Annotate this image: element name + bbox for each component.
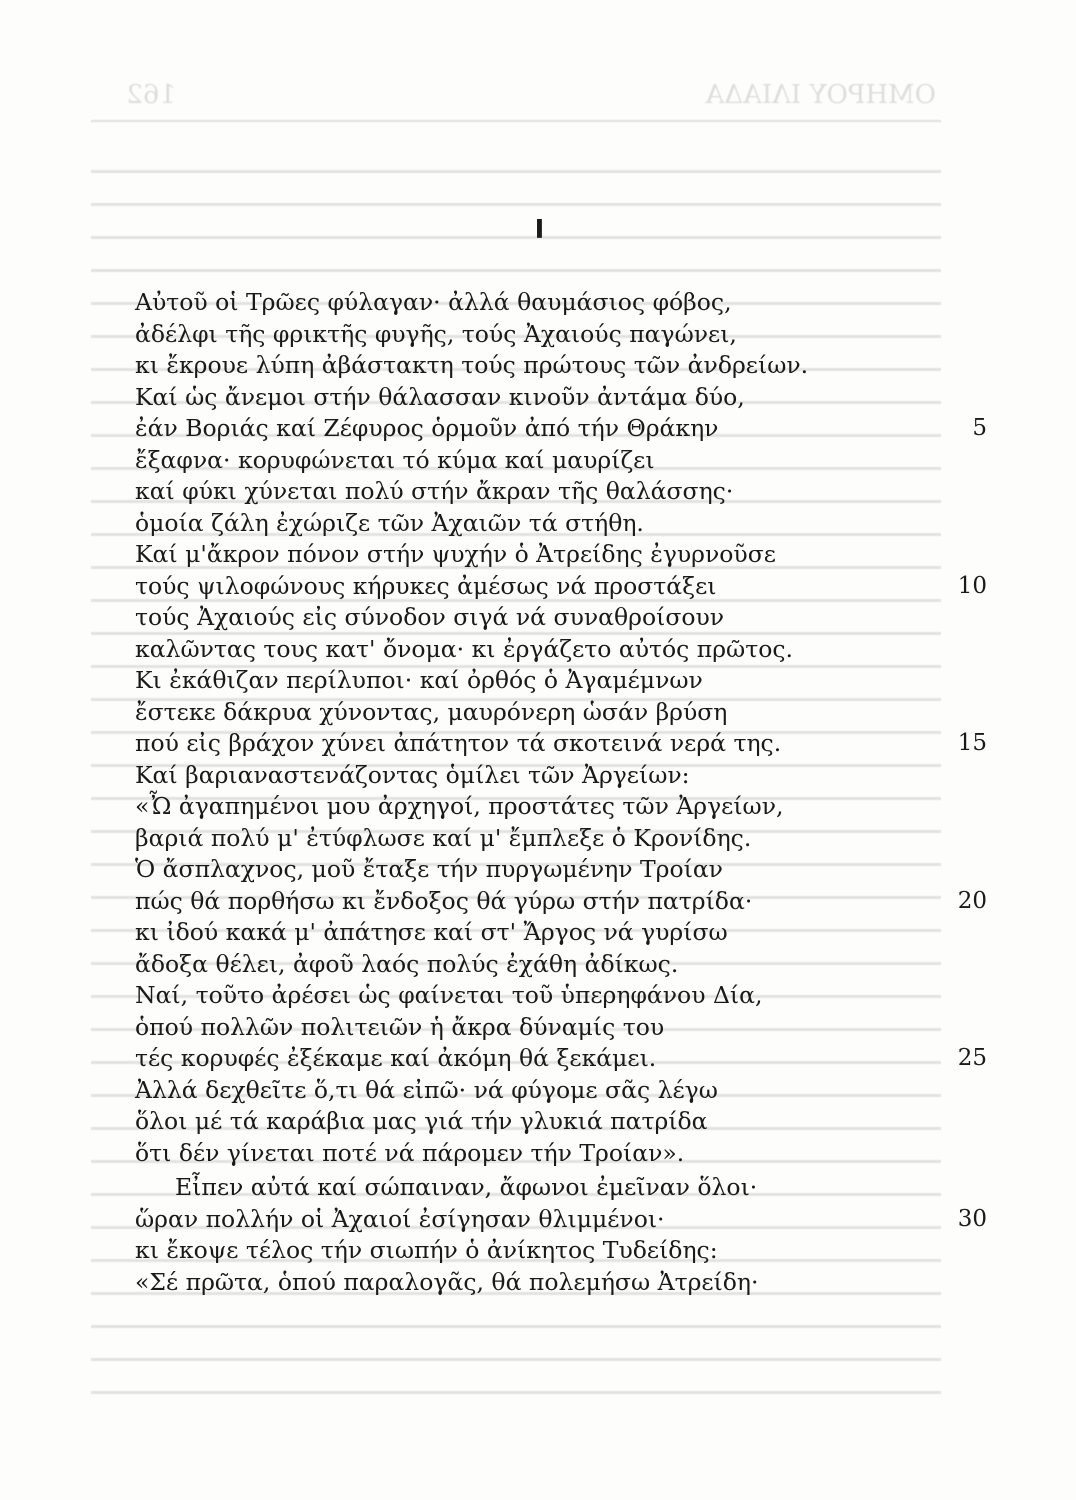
verse-text: ὥραν πολλήν οἱ Ἀχαιοί ἐσίγησαν θλιμμένοι· <box>135 1204 665 1233</box>
verse-line <box>135 634 995 666</box>
verse-text: Καί ὡς ἄνεμοι στήν θάλασσαν κινοῦν ἀντάμα δύο, <box>135 382 745 411</box>
line-number: 30 <box>957 1205 987 1232</box>
verse-line <box>135 1106 995 1138</box>
verse-text: ὅλοι μέ τά καράβια μας γιά τήν γλυκιά πατρίδα <box>135 1107 708 1135</box>
verse-line <box>135 949 995 981</box>
verse-text: ἀδέλφι τῆς φρικτῆς φυγῆς, τούς Ἀχαιούς παγώνει, <box>135 319 737 348</box>
verse-line <box>135 854 995 886</box>
verse-text: Ναί, τοῦτο ἀρέσει ὡς φαίνεται τοῦ ὑπερηφάνου Δία, <box>135 981 763 1009</box>
verse-line <box>135 1012 995 1044</box>
verse-text: τούς Ἀχαιούς εἰς σύνοδον σιγά νά συναθροίσουν <box>135 603 725 631</box>
verse-line <box>135 1235 995 1267</box>
verse-text: «Σέ πρῶτα, ὁπού παραλογᾶς, θά πολεμήσω Ἀτρείδη· <box>135 1267 759 1296</box>
verse-text: τές κορυφές ἐξέκαμε καί ἀκόμη θά ξεκάμει. <box>135 1044 657 1072</box>
verse-line <box>135 791 995 823</box>
verse-text: κι ἔκρουε λύπη ἀβάστακτη τούς πρώτους τῶν ἀνδρείων. <box>135 351 809 379</box>
verse-line <box>135 413 995 445</box>
ghost-text-line <box>91 1391 941 1394</box>
verse-text: ἔστεκε δάκρυα χύνοντας, μαυρόνερη ὡσάν βρύση <box>135 697 728 726</box>
verse-text: τούς ψιλοφώνους κήρυκες ἀμέσως νά προστάξει <box>135 571 717 600</box>
verse-line <box>135 1075 995 1107</box>
verse-text: καλῶντας τους κατ' ὄνομα· κι ἐργάζετο αὐτός πρῶτος. <box>135 634 793 663</box>
verse-line <box>135 697 995 729</box>
verse-text: Κι ἐκάθιζαν περίλυποι· καί ὀρθός ὁ Ἀγαμέμνων <box>135 666 703 694</box>
verse-text: πώς θά πορθήσω κι ἔνδοξος θά γύρω στήν πατρίδα· <box>135 886 753 915</box>
verse-text: κι ἔκοψε τέλος τήν σιωπήν ὁ ἀνίκητος Τυδείδης: <box>135 1236 718 1264</box>
verse-line <box>135 319 995 351</box>
verse-text: βαριά πολύ μ' ἐτύφλωσε καί μ' ἔμπλεξε ὁ Κρονίδης. <box>135 823 752 852</box>
line-number: 10 <box>957 572 987 599</box>
verse-line <box>135 1267 995 1299</box>
verse-text: ἐάν Βοριάς καί Ζέφυρος ὁρμοῦν ἀπό τήν Θράκην <box>135 414 719 442</box>
verse-line <box>135 665 995 697</box>
ghost-text-line <box>91 269 941 272</box>
verse-line <box>135 823 995 855</box>
verse-line <box>135 886 995 918</box>
verse-line <box>135 287 995 319</box>
ghost-page-number: 162 <box>126 80 176 110</box>
verse-line <box>135 1204 995 1236</box>
ghost-text-line <box>91 1325 941 1328</box>
ghost-running-header: ΟΜΗΡΟΥ ΙΛΙΑΔΑ <box>705 80 936 110</box>
verse-line <box>135 980 995 1012</box>
verse-line <box>135 539 995 571</box>
ghost-text-line <box>91 1358 941 1361</box>
verse-text: Εἶπεν αὐτά καί σώπαιναν, ἄφωνοι ἐμεῖναν ὅλοι· <box>175 1173 758 1201</box>
verse-text: κι ἰδού κακά μ' ἀπάτησε καί στ' Ἄργος νά γυρίσω <box>135 918 728 946</box>
verse-text: Ὁ ἄσπλαχνος, μοῦ ἔταξε τήν πυργωμένην Τροίαν <box>135 855 723 883</box>
ghost-header-rule <box>91 120 941 122</box>
verse-line <box>135 350 995 382</box>
ghost-text-line <box>91 236 941 239</box>
line-number: 20 <box>957 887 987 914</box>
verse-line <box>135 508 995 540</box>
verse-line <box>135 728 995 760</box>
line-number: 5 <box>972 415 987 441</box>
ghost-text-line <box>91 170 941 173</box>
verse-text: ἄδοξα θέλει, ἀφοῦ λαός πολύς ἐχάθη ἀδίκως. <box>135 949 679 978</box>
verse-line <box>135 476 995 508</box>
verse-line <box>135 760 995 792</box>
verse-text: Καί βαριαναστενάζοντας ὁμίλει τῶν Ἀργείων: <box>135 760 690 789</box>
verse-line <box>135 382 995 414</box>
verse-line <box>135 1138 995 1170</box>
verse-text: ἔξαφνα· κορυφώνεται τό κύμα καί μαυρίζει <box>135 445 655 474</box>
verse-text: «Ὦ ἀγαπημένοι μου ἀρχηγοί, προστάτες τῶν Ἀργείων, <box>135 792 784 820</box>
line-number: 15 <box>957 730 987 756</box>
verse-line <box>135 445 995 477</box>
verse-line <box>135 571 995 603</box>
verse-text: πού εἰς βράχον χύνει ἀπάτητον τά σκοτεινά νερά της. <box>135 729 782 757</box>
poem-verses <box>135 287 995 1298</box>
verse-text: καί φύκι χύνεται πολύ στήν ἄκραν τῆς θαλάσσης· <box>135 477 734 505</box>
verse-text: ὁπού πολλῶν πολιτειῶν ἡ ἄκρα δύναμίς του <box>135 1012 665 1041</box>
verse-line <box>135 1172 995 1204</box>
book-number-heading: Ι <box>534 215 546 245</box>
ghost-text-line <box>91 203 941 206</box>
verse-line <box>135 917 995 949</box>
verse-text: Ἀλλά δεχθεῖτε ὅ,τι θά εἰπῶ· νά φύγομε σᾶς λέγω <box>135 1075 718 1104</box>
verse-text: ὁμοία ζάλη ἐχώριζε τῶν Ἀχαιῶν τά στήθη. <box>135 508 644 537</box>
verse-text: Αὐτοῦ οἱ Τρῶες φύλαγαν· ἀλλά θαυμάσιος φόβος, <box>135 288 732 316</box>
verse-text: Καί μ'ἄκρον πόνον στήν ψυχήν ὁ Ἀτρείδης ἐγυρνοῦσε <box>135 540 776 568</box>
line-number: 25 <box>957 1045 987 1071</box>
verse-text: ὅτι δέν γίνεται ποτέ νά πάρομεν τήν Τροίαν». <box>135 1138 685 1167</box>
verse-line <box>135 602 995 634</box>
verse-line <box>135 1043 995 1075</box>
